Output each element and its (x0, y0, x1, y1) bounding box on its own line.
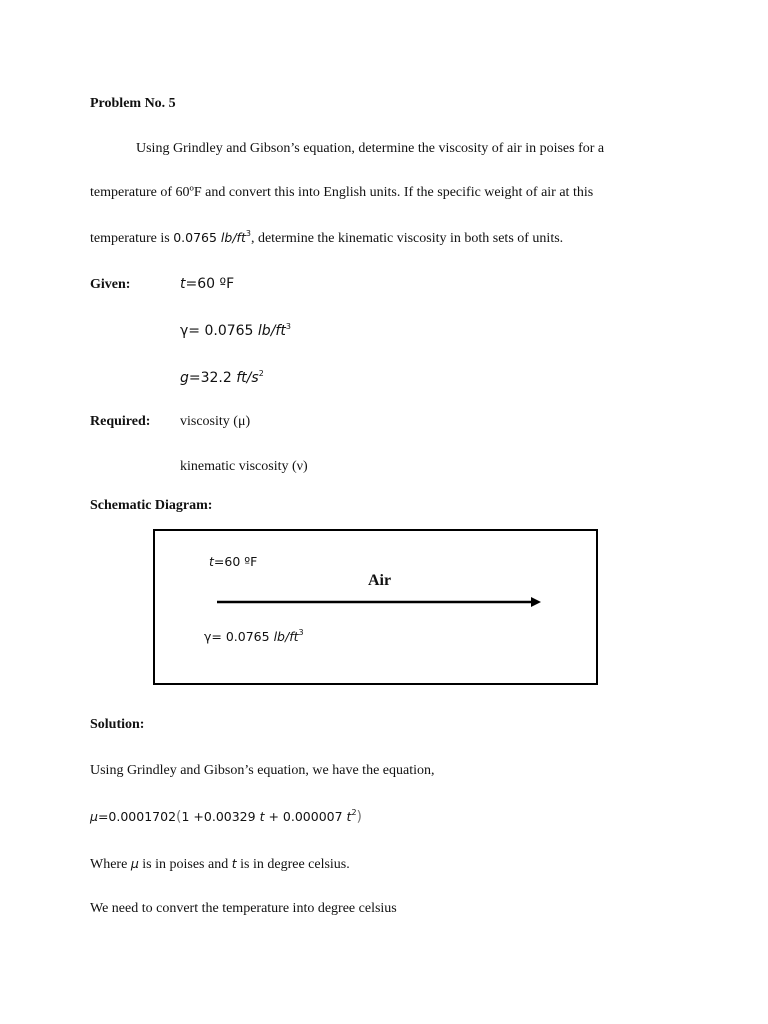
problem-text-line-1: Using Grindley and Gibson’s equation, determine the viscosity of air in poises for a (136, 141, 605, 156)
required-item-kinematic-viscosity: kinematic viscosity (ν) (180, 459, 308, 474)
given-temperature: t=60 ºF (180, 276, 235, 292)
problem-text-line-3 (90, 229, 563, 248)
solution-where-text: Where μ is in poises and t is in degree celsius. (90, 856, 350, 872)
problem-text-prefix: temperature is (90, 231, 174, 246)
diagram-temperature-label: t=60 ºF (209, 554, 258, 569)
diagram-specific-weight-label: γ= 0.0765 $lb/ft^3$ (204, 628, 304, 644)
diagram-air-label: Air (368, 572, 392, 589)
given-specific-weight: γ= 0.0765 $lb/ft^3$ (180, 322, 291, 339)
solution-convert-text: We need to convert the temperature into degree celsius (90, 901, 397, 916)
problem-title: Problem No. 5 (90, 96, 176, 111)
schematic-diagram (153, 529, 598, 685)
solution-label: Solution: (90, 717, 145, 732)
schematic-label: Schematic Diagram: (90, 498, 213, 513)
solution-intro: Using Grindley and Gibson’s equation, we have the equation, (90, 763, 435, 778)
given-label: Given: (90, 277, 131, 292)
required-item-viscosity: viscosity (μ) (180, 414, 251, 429)
flow-arrow-icon (217, 594, 547, 610)
specific-weight-value: 0.0765 $lb/ft^3$ (173, 229, 251, 245)
problem-text-line-2: temperature of 60ºF and convert this into English units. If the specific weight of air at this (90, 185, 594, 200)
required-label: Required: (90, 414, 151, 429)
problem-text-suffix: , determine the kinematic viscosity in both sets of units. (250, 231, 564, 246)
grindley-gibson-equation: μ=0.0001702(1 +0.00329 t + 0.000007 $t^2$) (90, 808, 362, 825)
given-gravity: g=32.2 $ft/s^2$ (180, 369, 264, 386)
